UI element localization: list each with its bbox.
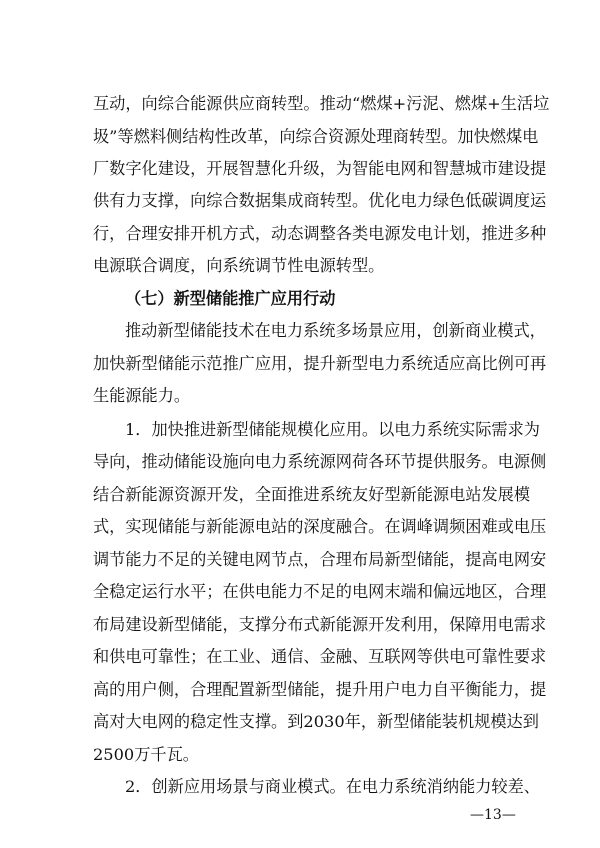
body-text-line: 2500万千瓦。 [93, 745, 199, 764]
body-text-line: 供有力支撑，向综合数据集成商转型。优化电力绿色低碳调度运 [93, 191, 547, 210]
page-number: —13— [470, 807, 516, 823]
body-text-line: 高对大电网的稳定性支撑。到2030年，新型储能装机规模达到 [93, 712, 539, 731]
body-text-line: 互动，向综合能源供应商转型。推动“燃煤+污泥、燃煤+生活垃 [93, 94, 550, 113]
body-text-line: 加快新型储能示范推广应用，提升新型电力系统适应高比例可再 [93, 354, 547, 373]
section-heading: （七）新型储能推广应用行动 [125, 289, 336, 308]
body-text-line: 结合新能源资源开发，全面推进系统友好型新能源电站发展模 [93, 485, 531, 504]
body-text-line: 高的用户侧，合理配置新型储能，提升用户电力自平衡能力，提 [93, 680, 547, 699]
body-text-line: 调节能力不足的关键电网节点，合理布局新型储能，提高电网安 [93, 550, 547, 569]
body-text-line: 全稳定运行水平；在供电能力不足的电网末端和偏远地区，合理 [93, 582, 547, 601]
body-text-line: 式，实现储能与新能源电站的深度融合。在调峰调频困难或电压 [93, 517, 547, 536]
body-text-line: 电源联合调度，向系统调节性电源转型。 [93, 256, 385, 275]
body-text-line: 和供电可靠性；在工业、通信、金融、互联网等供电可靠性要求 [93, 647, 547, 666]
body-text-line: 导向，推动储能设施向电力系统源网荷各环节提供服务。电源侧 [93, 452, 547, 471]
body-text-line: 生能源能力。 [93, 386, 191, 405]
subsection-heading-line: 1．加快推进新型储能规模化应用。以电力系统实际需求为 [125, 420, 540, 439]
body-text-line: 厂数字化建设，开展智慧化升级，为智能电网和智慧城市建设提 [93, 159, 547, 178]
body-text-line: 行，合理安排开机方式，动态调整各类电源发电计划，推进多种 [93, 224, 547, 243]
subsection-heading-line: 2．创新应用场景与商业模式。在电力系统消纳能力较差、 [125, 777, 540, 796]
body-text-line: 圾”等燃料侧结构性改革，向综合资源处理商转型。加快燃煤电 [93, 127, 539, 146]
body-text-line: 布局建设新型储能，支撑分布式新能源开发利用，保障用电需求 [93, 615, 547, 634]
body-text-line: 推动新型储能技术在电力系统多场景应用，创新商业模式， [125, 321, 546, 340]
